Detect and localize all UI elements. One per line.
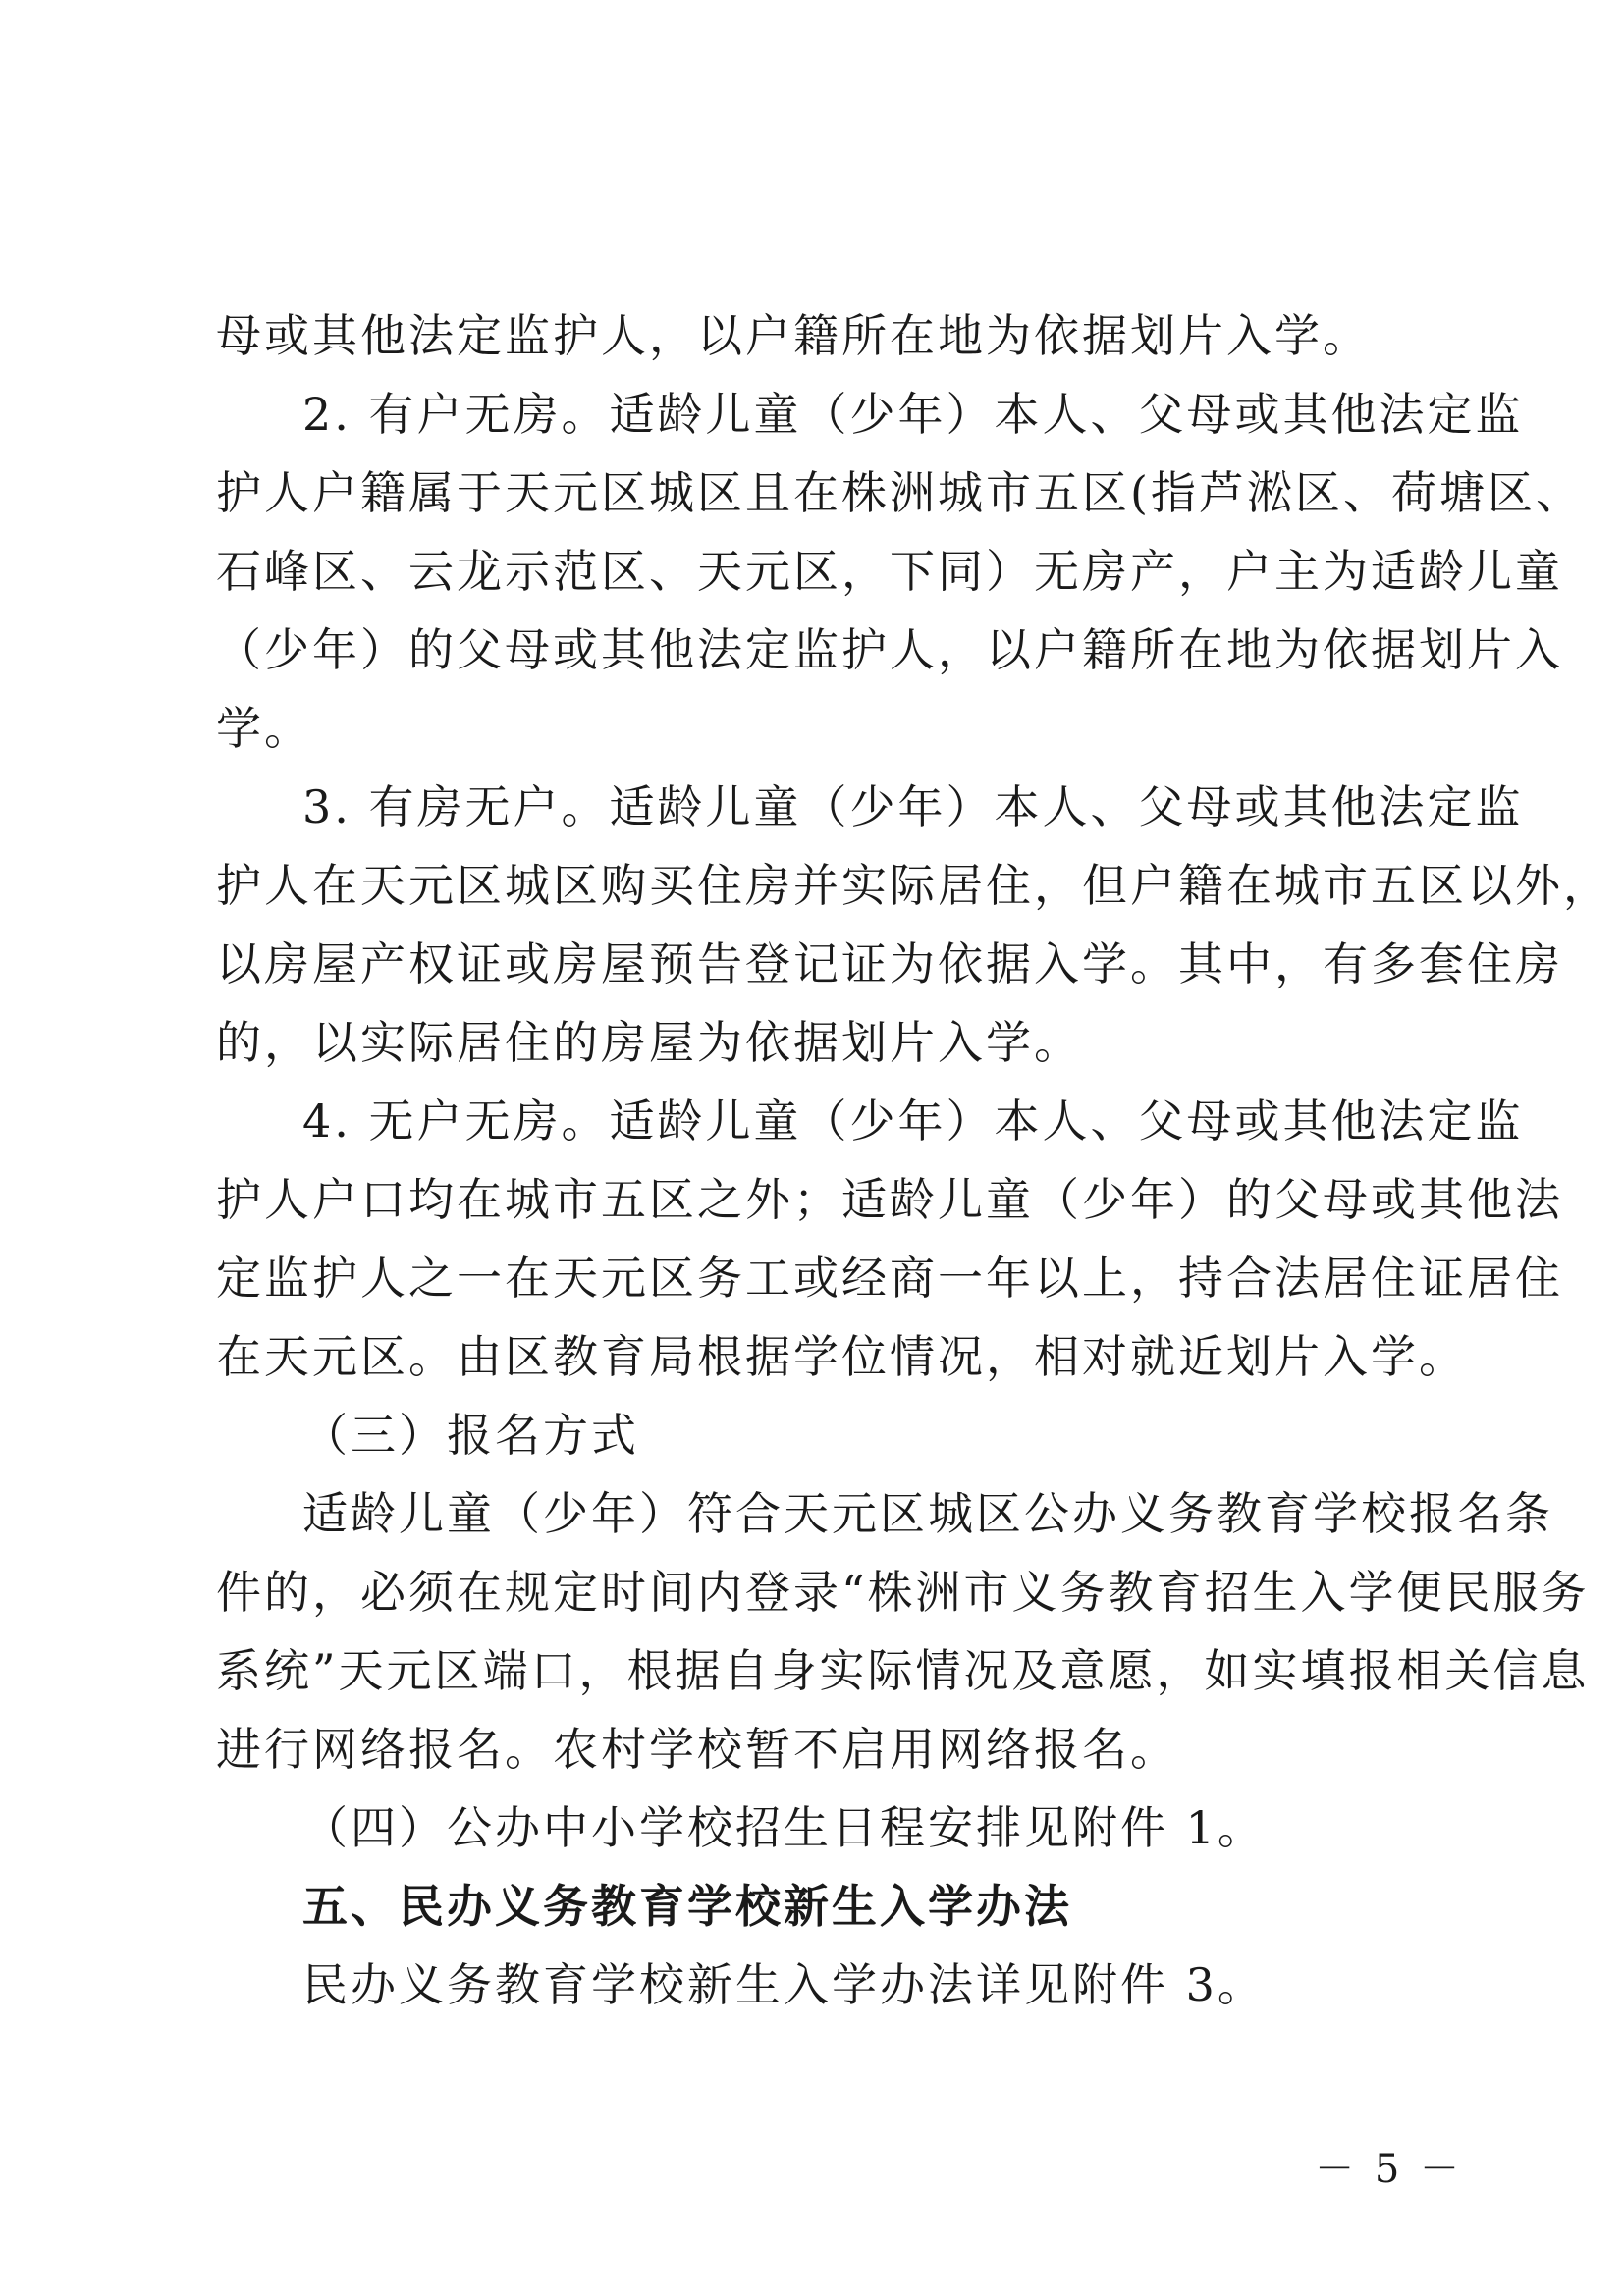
text-line: 护人户籍属于天元区城区且在株洲城市五区(指芦淞区、荷塘区、 <box>216 466 1584 519</box>
text-line: 3. 有房无户。适龄儿童（少年）本人、父母或其他法定监 <box>302 780 1524 833</box>
page-number: － 5 － <box>1315 2147 1463 2192</box>
section-heading: （三）报名方式 <box>302 1409 639 1462</box>
text-line: 件的，必须在规定时间内登录“株洲市义务教育招生入学便民服务 <box>216 1566 1590 1619</box>
text-line: 在天元区。由区教育局根据学位情况，相对就近划片入学。 <box>216 1330 1467 1383</box>
text-line: 定监护人之一在天元区务工或经商一年以上，持合法居住证居住 <box>216 1252 1563 1305</box>
document-body <box>216 296 1611 2024</box>
text-line: 4. 无户无房。适龄儿童（少年）本人、父母或其他法定监 <box>302 1095 1524 1148</box>
text-line: 护人在天元区城区购买住房并实际居住，但户籍在城市五区以外， <box>216 859 1611 912</box>
text-line: 母或其他法定监护人，以户籍所在地为依据划片入学。 <box>216 309 1371 362</box>
text-line: （四）公办中小学校招生日程安排见附件 1。 <box>302 1801 1266 1854</box>
text-line: 适龄儿童（少年）符合天元区城区公办义务教育学校报名条 <box>302 1487 1553 1540</box>
text-line: 进行网络报名。农村学校暂不启用网络报名。 <box>216 1723 1178 1776</box>
text-line: 系统”天元区端口，根据自身实际情况及意愿，如实填报相关信息 <box>216 1644 1590 1697</box>
text-line: 石峰区、云龙示范区、天元区，下同）无房产，户主为适龄儿童 <box>216 545 1563 598</box>
text-line: 的，以实际居住的房屋为依据划片入学。 <box>216 1016 1082 1069</box>
text-line: 2. 有户无房。适龄儿童（少年）本人、父母或其他法定监 <box>302 388 1524 441</box>
text-line: 学。 <box>216 702 312 755</box>
chapter-heading: 五、民办义务教育学校新生入学办法 <box>302 1880 1072 1933</box>
text-line: 以房屋产权证或房屋预告登记证为依据入学。其中，有多套住房 <box>216 937 1563 990</box>
text-line: （少年）的父母或其他法定监护人，以户籍所在地为依据划片入 <box>216 623 1563 676</box>
text-line: 民办义务教育学校新生入学办法详见附件 3。 <box>302 1958 1266 2011</box>
text-line: 护人户口均在城市五区之外；适龄儿童（少年）的父母或其他法 <box>216 1173 1563 1226</box>
